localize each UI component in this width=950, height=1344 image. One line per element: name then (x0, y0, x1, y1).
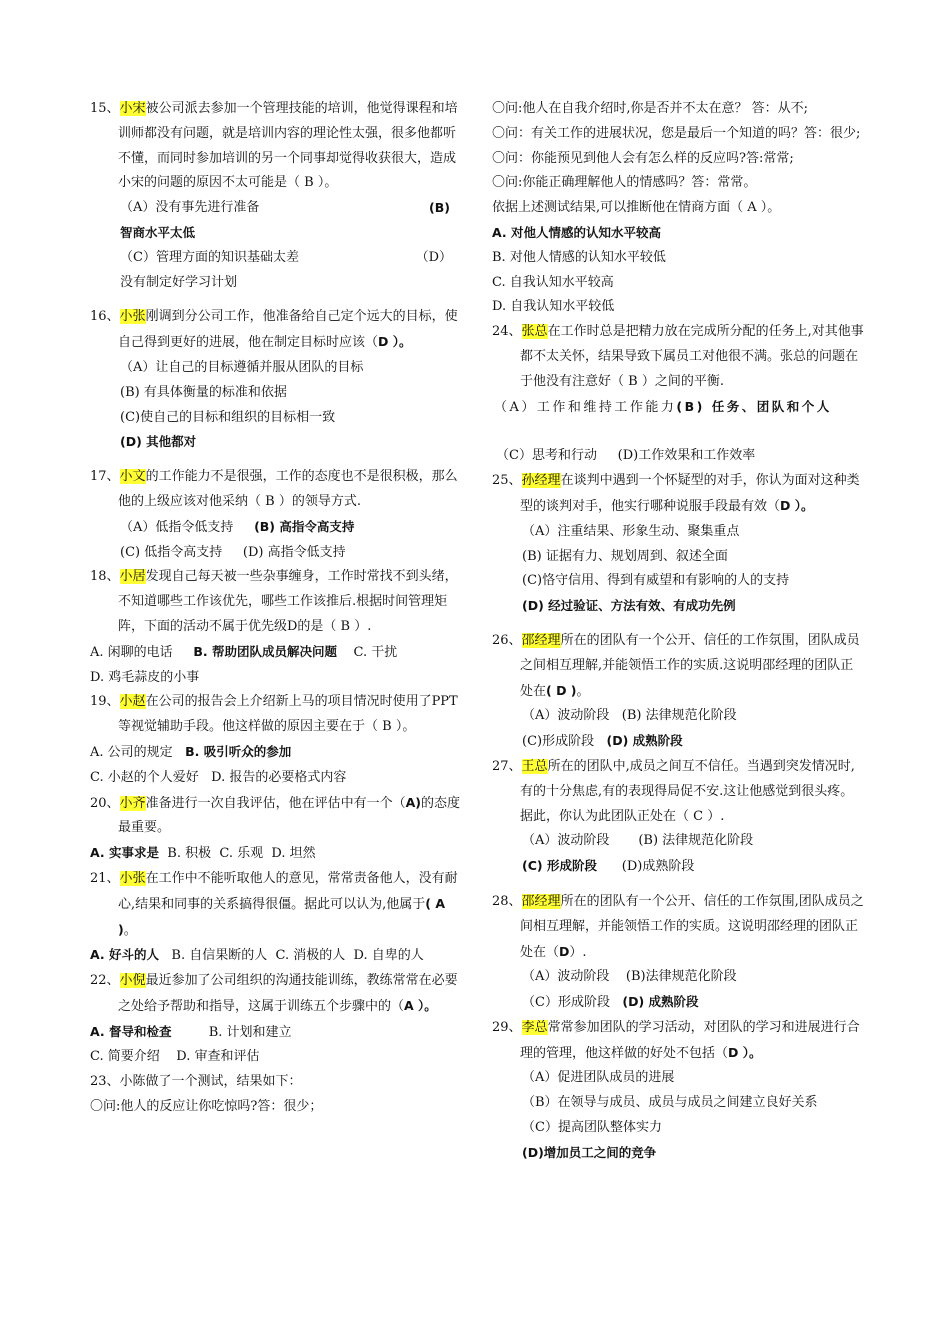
option-row (492, 829, 864, 854)
option-row (492, 854, 864, 880)
question-stem: 22、小倪最近参加了公司组织的沟通技能训练，教练常常在必要之处给予帮助和指导，这属于训练五个步骤中的（A ）。 (90, 973, 458, 1014)
option-d: (D) 成熟阶段 (606, 733, 683, 749)
question-28 (492, 890, 864, 1016)
option-c: C. 简要介绍 (90, 1049, 160, 1065)
option-row (90, 841, 462, 867)
option-d: D. 审查和评估 (176, 1049, 260, 1065)
option-b: (B) 任务、团队和个人 (676, 398, 832, 414)
left-column (90, 97, 462, 1120)
answer: D ）。 (378, 334, 412, 350)
question-stem: 25、孙经理在谈判中遇到一个怀疑型的对手，你认为面对这种类型的谈判对手，他实行哪种说服手段最有效（D ）。 (492, 473, 860, 514)
question-stem: 15、小宋被公司派去参加一个管理技能的培训，他觉得课程和培训师都没有问题，就是培训内容的理论性太强，很多他都听不懂，而同时参加培训的另一个同事却觉得收获很大，造成小宋的问题的原因不太可能是（ B ）。 (90, 101, 458, 191)
option-d: (D)增加员工之间的竞争 (522, 1144, 657, 1160)
test-line: 〇问:他人在自我介绍时,你是否并不太在意？ 答：从不; (492, 101, 809, 116)
option-c: （C）形成阶段 (522, 995, 610, 1011)
question-stem: 28、邵经理所在的团队有一个公开、信任的工作氛围,团队成员之间相互理解，并能领悟工作的实质。这说明邵经理的团队正处在（D）. (492, 893, 864, 960)
highlighted-name: 小倪 (119, 973, 146, 989)
question-21 (90, 867, 462, 969)
highlighted-name: 王总 (521, 758, 548, 774)
highlighted-name: 李总 (521, 1019, 548, 1035)
option-a: A. 闲聊的电话 (90, 644, 173, 660)
highlighted-name: 小宋 (119, 101, 146, 116)
question-16 (90, 305, 462, 455)
highlighted-name: 孙经理 (521, 473, 561, 489)
option-b: B. 吸引听众的参加 (185, 743, 292, 759)
question-23 (90, 1070, 462, 1120)
option-b: (B) 法律规范化阶段 (621, 708, 737, 724)
option-row (90, 740, 462, 766)
answer: D ）。 (780, 497, 814, 513)
question-15 (90, 97, 462, 295)
option-row (90, 515, 462, 541)
question-25 (492, 469, 864, 619)
option-row (90, 766, 462, 791)
option-b: B. 对他人情感的认知水平较低 (492, 249, 666, 265)
option-d: D. 自我认知水平较低 (492, 299, 615, 315)
answer: A) (405, 794, 421, 810)
option-row (492, 990, 864, 1016)
question-stem: 27、王总所在的团队中,成员之间互不信任。当遇到突发情况时,有的十分焦虑,有的表现得局促不安.这让他感觉到很头疼。据此，你认为此团队正处在（ C ）. (492, 758, 855, 824)
option-d: (D) 高指令低支持 (242, 544, 346, 560)
option-row (494, 395, 864, 421)
option-d-tag: （D） (415, 249, 452, 265)
question-stem: 26、邵经理所在的团队有一个公开、信任的工作氛围，团队成员之间相互理解,并能领悟工作的实质.这说明邵经理的团队正处在( D )。 (492, 632, 860, 699)
highlighted-name: 小张 (119, 309, 146, 325)
option-c: C. 干扰 (353, 644, 398, 660)
right-column (492, 97, 864, 1166)
highlighted-name: 小张 (119, 870, 146, 886)
question-19 (90, 690, 462, 790)
option-c: （C）提高团队整体实力 (522, 1120, 662, 1136)
test-line: 〇问：你能预见到他人会有怎么样的反应吗?答:常常; (492, 150, 794, 166)
option-row (496, 444, 864, 469)
question-stem: 17、小文的工作能力不是很强，工作的态度也不是很积极，那么他的上级应该对他采纳（ B ）的领导方式. (90, 469, 458, 509)
option-c: C. 消极的人 (275, 948, 346, 964)
option-b: (B) 高指令高支持 (254, 518, 355, 534)
highlighted-name: 邵经理 (521, 632, 561, 648)
option-row (90, 196, 462, 221)
highlighted-name: 小居 (119, 569, 146, 585)
option-b: B. 计划和建立 (208, 1024, 292, 1040)
answer: ( A ) (118, 895, 446, 937)
highlighted-name: 张总 (521, 324, 548, 340)
question-stem: 21、小张在工作中不能听取他人的意见，常常责备他人，没有耐心,结果和同事的关系搞得很僵。据此可以认为,他属于( A )。 (90, 870, 458, 938)
option-row (90, 246, 462, 271)
question-20 (90, 791, 462, 867)
option-d: D. 鸡毛蒜皮的小事 (90, 669, 200, 685)
highlighted-name: 小齐 (119, 795, 146, 811)
test-line: 〇问：有关工作的进展状况，您是最后一个知道的吗？答：很少; (492, 125, 861, 141)
option-b: (B)法律规范化阶段 (625, 969, 737, 985)
question-26 (492, 629, 864, 755)
option-row (90, 640, 462, 666)
question-23-continued (492, 97, 864, 320)
option-row (90, 541, 462, 566)
question-stem: 20、小齐准备进行一次自我评估，他在评估中有一个（A)的态度最重要。 (90, 794, 460, 836)
option-d: 没有制定好学习计划 (120, 274, 238, 290)
answer: D (559, 943, 570, 959)
highlighted-name: 邵经理 (521, 893, 561, 909)
option-c: （C）思考和行动 (496, 448, 597, 464)
option-c: (C)恪守信用、得到有威望和有影响的人的支持 (522, 573, 790, 589)
option-a: （A）没有事先进行准备 (120, 200, 260, 216)
option-b: (B) 证据有力、规划周到、叙述全面 (522, 548, 728, 564)
test-line: 〇问:你能正确理解他人的情感吗？答：常常。 (492, 175, 757, 191)
option-row (492, 704, 864, 729)
option-a: A. 对他人情感的认知水平较高 (492, 224, 662, 240)
question-stem: 16、小张刚调到分公司工作，他准备给自己定个远大的目标，使自己得到更好的进展，他在制定目标时应该（D ）。 (90, 309, 458, 351)
option-a: （A）让自己的目标遵循并服从团队的目标 (120, 359, 364, 375)
option-row (90, 943, 462, 969)
question-17 (90, 465, 462, 565)
question-24 (492, 320, 864, 469)
option-a: A. 实事求是 (90, 845, 160, 861)
option-d: D. 报告的必要格式内容 (211, 769, 347, 785)
question-stem: 24、张总在工作时总是把精力放在完成所分配的任务上,对其他事都不太关怀，结果导致下属员工对他很不满。张总的问题在于他没有注意好（ B ）之间的平衡. (492, 324, 864, 389)
option-b: （B）在领导与成员、成员与成员之间建立良好关系 (522, 1095, 818, 1111)
option-a: （A）工作和维持工作能力 (494, 399, 677, 415)
option-d: (D) 成熟阶段 (622, 994, 699, 1010)
option-c: C. 小赵的个人爱好 (90, 769, 199, 785)
answer: D ）。 (728, 1044, 762, 1060)
test-line: 〇问:他人的反应让你吃惊吗?答：很少； (90, 1099, 323, 1115)
question-stem: 19、小赵在公司的报告会上介绍新上马的项目情况时使用了PPT等视觉辅助手段。他这样做的原因主要在于（ B ）。 (90, 694, 458, 735)
option-row (492, 729, 864, 755)
option-d: (D)工作效果和工作效率 (617, 448, 756, 464)
option-d: (D)成熟阶段 (621, 859, 695, 875)
option-b: (B) 法律规范化阶段 (638, 833, 754, 849)
option-c: C. 自我认知水平较高 (492, 274, 614, 290)
highlighted-name: 小赵 (119, 694, 146, 710)
option-d: D. 自卑的人 (353, 948, 424, 964)
option-d: (D) 经过验证、方法有效、有成功先例 (522, 598, 736, 614)
option-row (90, 1020, 462, 1046)
option-b: (B) 有具体衡量的标准和依据 (120, 384, 287, 400)
question-22 (90, 969, 462, 1070)
question-stem: 18、小居发现自己每天被一些杂事缠身，工作时常找不到头绪，不知道哪些工作该优先，哪些工作该推后.根据时间管理矩阵，下面的活动不属于优先级D的是（ B ）. (90, 569, 458, 634)
question-29 (492, 1016, 864, 1166)
option-d: (D) 其他都对 (120, 434, 197, 450)
option-d: D. 坦然 (271, 846, 316, 862)
option-a: （A）波动阶段 (522, 969, 610, 985)
option-a: （A）低指令低支持 (120, 519, 234, 535)
option-c: C. 乐观 (219, 846, 264, 862)
question-27 (492, 755, 864, 880)
option-row (492, 965, 864, 990)
option-a: （A）促进团队成员的进展 (522, 1070, 675, 1086)
option-c: （C）管理方面的知识基础太差 (120, 249, 299, 265)
question-stem: 29、李总常常参加团队的学习活动，对团队的学习和进展进行合理的管理，他这样做的好处不包括（D ）。 (492, 1019, 860, 1061)
option-c: (C) 形成阶段 (522, 858, 597, 874)
option-c: (C) 低指令高支持 (120, 544, 223, 560)
question-stem: 23、小陈做了一个测试，结果如下： (90, 1074, 302, 1090)
option-row (90, 1045, 462, 1070)
test-line: 依据上述测试结果,可以推断他在情商方面（ A ）。 (492, 200, 781, 216)
option-b: 智商水平太低 (120, 224, 196, 240)
option-c: (C)使自己的目标和组织的目标相一致 (120, 409, 336, 425)
option-b: B. 自信果断的人 (171, 948, 268, 964)
question-18 (90, 565, 462, 690)
option-b: B. 帮助团队成员解决问题 (193, 643, 337, 659)
option-b-tag: (B) (429, 200, 450, 216)
option-a: A. 公司的规定 (90, 744, 173, 760)
option-a: （A）注重结果、形象生动、聚集重点 (522, 523, 740, 539)
option-a: A. 好斗的人 (90, 947, 160, 963)
option-c: (C)形成阶段 (522, 734, 595, 750)
option-b: B. 积极 (167, 846, 212, 862)
highlighted-name: 小文 (119, 469, 146, 485)
option-a: A. 督导和检查 (90, 1023, 172, 1039)
option-a: （A）波动阶段 (522, 708, 610, 724)
answer: A ）。 (404, 997, 437, 1013)
option-a: （A）波动阶段 (522, 833, 610, 849)
answer: ( D ) (546, 682, 577, 698)
